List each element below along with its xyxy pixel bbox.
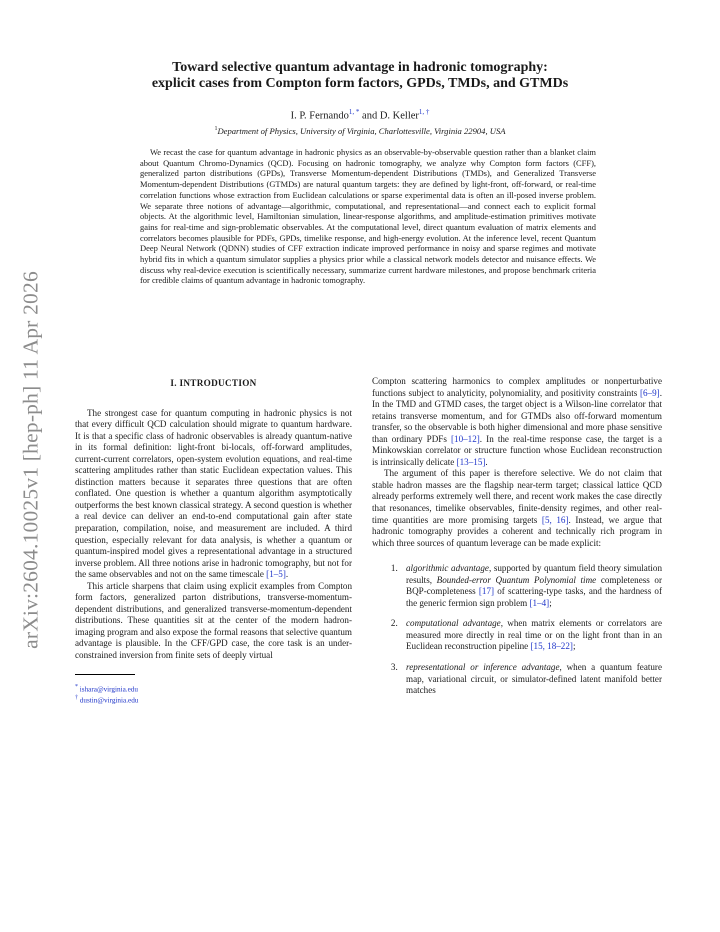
text: . In the TMD and GTMD cases, the target object is a Wilson-line correlator that retains transverse momentum, and for GTMDs also off-forward momentum transfer, so the observable is both higher dimensional and more phase sensitive than ordinary PDFs xyxy=(372,387,662,444)
affiliation-text: Department of Physics, University of Virginia, Charlottesville, Virginia 22904, USA xyxy=(217,126,506,136)
section-heading-introduction: I. INTRODUCTION xyxy=(170,378,257,388)
citation-link[interactable]: [13–15] xyxy=(456,456,486,467)
text: completeness or BQP-completeness xyxy=(406,574,663,597)
title-line-2: explicit cases from Compton form factors, GPDs, TMDs, and GTMDs xyxy=(151,76,569,91)
author-1-marker[interactable]: 1, * xyxy=(348,108,360,116)
advantage-list xyxy=(372,563,662,696)
author-2-marker[interactable]: 1, † xyxy=(418,108,430,116)
right-column xyxy=(372,376,662,706)
intro-paragraph-3 xyxy=(372,468,662,549)
abstract: We recast the case for quantum advantage in hadronic physics as an observable-by-observable question rather than a blanket claim about Quantum Chromo-Dynamics (QCD). Focusing on hadronic tomography, we analyze why Compton form factors (CFF), generalized parton distributions (GPDs), Transverse Momentum-dependent Distributions (TMDs), and Generalized Transverse Momentum-dependent Distributions (GTMDs) are natural quantum targets: they are defined by light-front, off-forward, or real-time correlation functions whose extraction from Euclidean calculations or sparse experimental data is often an ill-posed inverse problem. We separate three notions of advantage—algorithmic, computational, and representational—and connect each to explicit formal objects. At the algorithmic level, Hamiltonian simulation, linear-response algorithms, and amplitude-estimation primitives motivate gains for real-time and sign-problematic observables. At the computational level, direct quantum evaluation of matrix elements and correlators becomes plausible for PDFs, GPDs, timelike response, and high-energy evolution. At the inference level, recent Quantum Deep Neural Network (QDNN) studies of CFF extraction indicate improved performance in noisy and sparse regimes and motivate hybrid fits in which a quantum simulator supplies a physics prior while a classical network models detector and nuisance effects. We discuss why real-device execution is scientifically necessary, summarize current hardware milestones, and propose benchmark criteria for credible claims of quantum advantage in hadronic tomography. xyxy=(140,147,596,286)
author-conjunction: and xyxy=(359,110,380,122)
intro-p1-text: The strongest case for quantum computing in hadronic physics is not that every difficult QCD calculation should migrate to quantum hardware. It is that a specific class of hadronic observables is already quantum-native in its formal definition: light-front bi-locals, off-forward amplitudes, current-current correlators, open-system evolution equations, and real-time scattering amplitudes rather than static Euclidean expectation values. This distinction matters because it separates three questions that are often conflated. One question is whether a quantum algorithm asymptotically outperforms the best known classical strategy. A second question is whether a real device can deliver an end-to-end computational gain after state preparation, compilation, noise, and measurement are included. A third question, especially relevant for data analysis, is whether a quantum or quantum-inspired model gives a representational advantage in a structured inverse problem. All three notions arise in hadronic tomography, but not for the same observables and not on the same timescale xyxy=(75,407,352,580)
intro-paragraph-2: This article sharpens that claim using explicit examples from Compton form factors, generalized parton distributions, transverse-momentum-dependent distributions, and generalized transverse-momentum-dependent distributions. These quantities sit at the center of the modern hadron-imaging program and also expose the formal reasons that selective quantum advantage is plausible. In the CFF/GPD case, the core task is an under-constrained inversion from finite sets of deeply virtual xyxy=(75,580,352,661)
intro-paragraph-1 xyxy=(75,408,352,581)
emphasis: algorithmic advantage xyxy=(406,563,489,574)
text: The argument of this paper is therefore selective. We do not claim that stable hadron masses are the flagship near-term target; classical lattice QCD already performs extremely well there, and recent work makes the case directly that resonances, timelike observables, finite-density regimes, and other real-time quantities are more promising targets xyxy=(372,468,662,525)
footnote-divider xyxy=(75,674,135,675)
text: . xyxy=(485,456,488,467)
text: Compton scattering harmonics to complex amplitudes or nonperturbative functions subject to analyticity, polynomiality, and positivity constraints xyxy=(372,376,662,398)
affiliation-marker: 1 xyxy=(214,126,218,133)
list-item xyxy=(400,563,662,609)
citation-link[interactable]: [5, 16] xyxy=(541,514,569,525)
text: . In the real-time response case, the target is a Minkowskian correlator or structure function whose Euclidean reconstruction is intrinsically delicate xyxy=(372,433,662,467)
author-list xyxy=(70,108,650,122)
emphasis: representational or inference advantage xyxy=(406,662,560,673)
arxiv-identifier: arXiv:2604.10025v1 [hep-ph] 11 Apr 2026 xyxy=(18,271,43,649)
author-fernando: I. P. Fernando xyxy=(290,110,349,122)
intro-p1-end: . xyxy=(285,569,289,580)
author-keller: D. Keller xyxy=(379,110,419,122)
citation-link[interactable]: [1–5] xyxy=(266,569,286,580)
text: ; xyxy=(572,641,576,652)
citation-link[interactable]: [1–4] xyxy=(529,597,550,608)
citation-link[interactable]: [6–9] xyxy=(640,387,660,398)
emphasis: computational advantage xyxy=(406,618,501,629)
title-line-1: Toward selective quantum advantage in hadronic tomography: xyxy=(172,60,548,75)
citation-link[interactable]: [17] xyxy=(478,586,495,597)
text: , when matrix elements or correlators are measured more directly in real time or on the light front than in an Euclidean reconstruction pipeline xyxy=(406,618,662,652)
text: . Instead, we argue that hadronic tomography provides a coherent and technically rich program in which three sources of quantum leverage can be made explicit: xyxy=(372,514,663,548)
list-item xyxy=(400,662,662,697)
citation-link[interactable]: [10–12] xyxy=(451,433,480,444)
footnote-2 xyxy=(75,694,352,706)
paper-title xyxy=(70,60,650,92)
email-link-fernando[interactable]: ishara@virginia.edu xyxy=(79,684,138,693)
footnote-2-marker: † xyxy=(75,695,78,702)
affiliation xyxy=(70,126,650,136)
text: of scattering-type tasks, and the hardness of the generic fermion sign problem xyxy=(406,586,662,608)
list-item xyxy=(400,618,662,653)
emphasis: Bounded-error Quantum Polynomial time xyxy=(436,574,597,585)
footnote-1-marker: * xyxy=(75,683,78,690)
email-link-keller[interactable]: dustin@virginia.edu xyxy=(79,696,139,705)
citation-link[interactable]: [15, 18–22] xyxy=(530,641,573,652)
text: ; xyxy=(549,597,552,608)
arxiv-sidebar-stamp xyxy=(6,250,56,670)
footnote-1 xyxy=(75,683,352,695)
intro-paragraph-2-continued xyxy=(372,376,662,468)
text: , when a quantum feature map, variational circuit, or simulator-defined latent manifold better matches xyxy=(406,662,662,696)
text: , supported by quantum field theory simulation results, xyxy=(406,563,662,585)
left-column xyxy=(75,376,352,706)
